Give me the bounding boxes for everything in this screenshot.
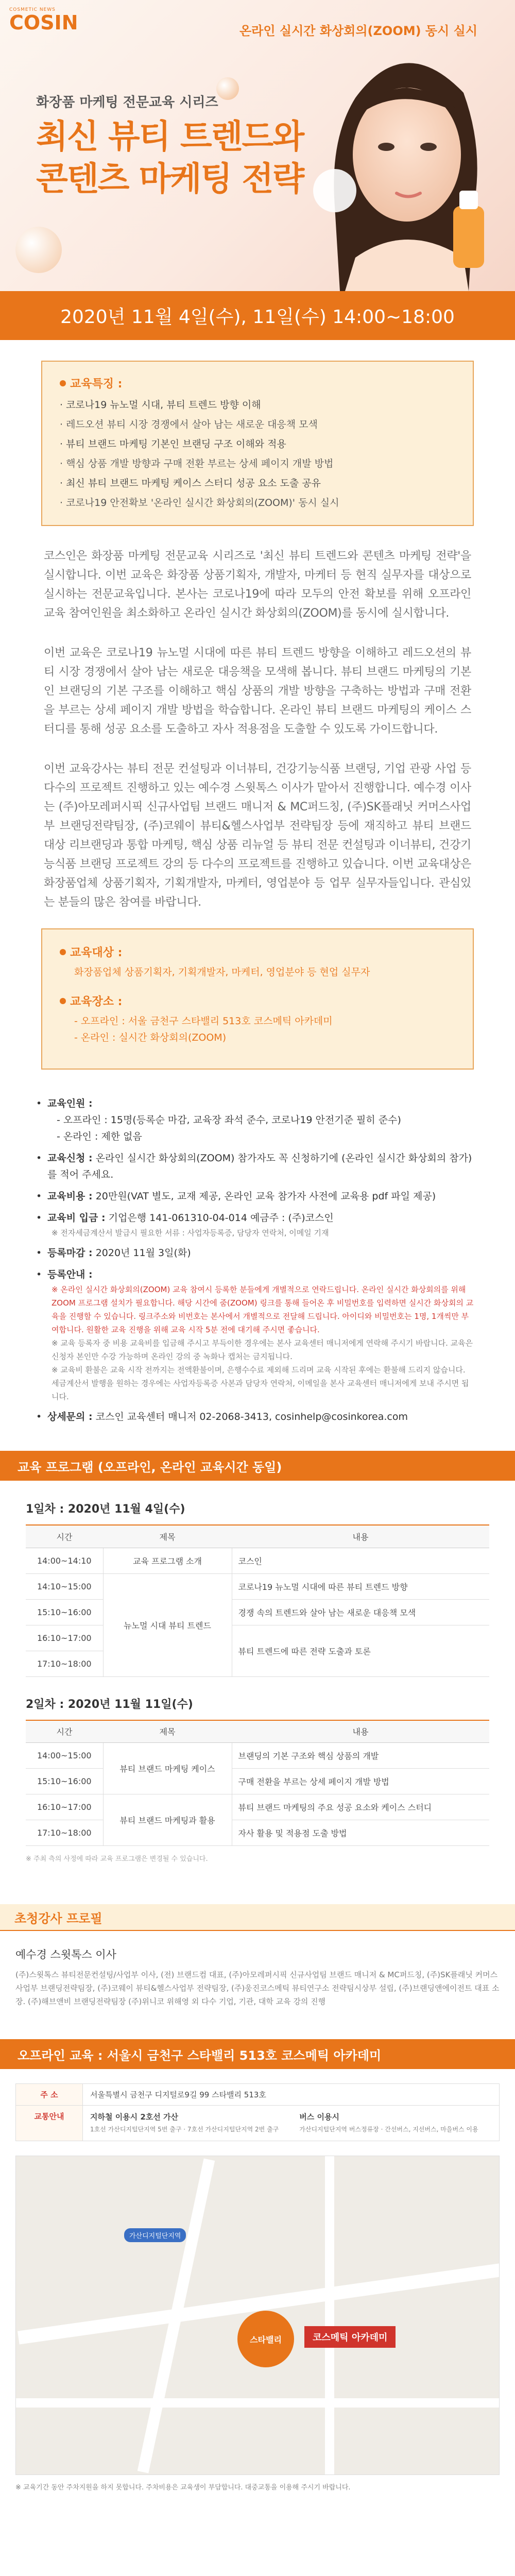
- time-cell: 16:10~17:00: [26, 1794, 103, 1820]
- participants-label: 교육인원 :: [47, 1098, 93, 1109]
- map-star-label: 스타밸리: [250, 2334, 282, 2345]
- content-cell: 자사 활용 및 적용점 도출 방법: [232, 1820, 489, 1846]
- topic-cell: 교육 프로그램 소개: [103, 1548, 232, 1573]
- time-cell: 16:10~17:00: [26, 1625, 103, 1651]
- day1-heading: 1일차 : 2020년 11월 4일(수): [26, 1503, 185, 1516]
- content-cell: 뷰티 브랜드 마케팅의 주요 성공 요소와 케이스 스터디: [232, 1794, 489, 1820]
- time-cell: 15:10~16:00: [26, 1769, 103, 1794]
- location-section: [0, 2039, 515, 2514]
- footer-spacer: [0, 2514, 515, 2545]
- content-cell: 코로나19 뉴노멀 시대에 따른 뷰티 트렌드 방향: [232, 1573, 489, 1599]
- venue-heading-label: 교육장소 :: [70, 995, 123, 1008]
- target-heading-label: 교육대상 :: [70, 946, 123, 959]
- instructor-heading: 초청강사 프로필: [0, 1904, 515, 1931]
- map-pin-star-valley: [237, 2311, 294, 2367]
- bus-info: [299, 2111, 478, 2136]
- bullet-icon: •: [36, 1411, 42, 1422]
- col-topic: 제목: [103, 1720, 232, 1743]
- decor-orb: [15, 227, 62, 273]
- features-box: [41, 361, 474, 526]
- decor-orb: [216, 77, 239, 100]
- content-cell: 브랜딩의 기본 구조와 핵심 상품의 개발: [232, 1743, 489, 1769]
- instructor-name: 예수경 스윗톡스 이사: [15, 1948, 116, 1961]
- bullet-icon: •: [36, 1212, 42, 1224]
- table-header-row: [26, 1720, 489, 1743]
- schedule-note: ※ 주최 측의 사정에 따라 교육 프로그램은 변경될 수 있습니다.: [26, 1855, 208, 1863]
- table-row: [26, 1625, 489, 1651]
- method-text: 온라인 실시간 화상회의(ZOOM) 참가자도 꼭 신청하기에 (온라인 실시간 화상회의 참가)를 적어 주세요.: [47, 1153, 472, 1180]
- venue-section: [60, 993, 455, 1046]
- time-cell: 14:10~15:00: [26, 1573, 103, 1599]
- table-row: [26, 1599, 489, 1625]
- time-cell: 15:10~16:00: [26, 1599, 103, 1625]
- venue-online: - 온라인 : 실시간 화상회의(ZOOM): [74, 1032, 227, 1043]
- table-header-row: [26, 1525, 489, 1548]
- location-heading: 오프라인 교육 : 서울시 금천구 스타밸리 513호 코스메틱 아카데미: [0, 2039, 515, 2069]
- info-list: [0, 1070, 515, 1425]
- transit-columns: [90, 2111, 492, 2136]
- intro-paragraph: 이번 교육은 코로나19 뉴노멀 시대에 따른 뷰티 트렌드 방향을 이해하고 레드오션의 뷰티 시장 경쟁에서 살아 남는 새로운 대응책을 모색해 봅니다. 뷰티 브랜드 마케팅의 기본인 브랜딩의 기본 구조를 이해하고 핵심 상품의 개발 방향을 구축하는 방법과 구매 전환을 부르는 상세 페이지 개발 방법을 학습합니다. 온라인 뷰티 브랜드 마케팅의 케이스 스터디를 통해 성공 요소를 도출하고 자사 적용점을 도출할 수 있도록 가이드합니다.: [44, 647, 471, 736]
- intro-paragraph: 이번 교육강사는 뷰티 전문 컨설팅과 이너뷰티, 건강기능식품 브랜딩, 기업 관광 사업 등 다수의 프로젝트 진행하고 있는 예수경 스윗톡스 이사가 맡아서 진행합니다. 예수경 이사는 (주)아모레퍼시픽 신규사업팀 브랜드 매니저 & MC퍼드칭, (주)SK플래닛 커머스사업부 브랜딩전략팀장, (주)코웨이 뷰티&헬스사업부 전략팀장 등에 재직하고 뷰티 브랜드 대상 리브랜딩과 통합 마케팅, 핵심 상품 리뉴얼 등 뷰티 전문 컨설팅과 이너뷰티, 건강기능식품 브랜딩 프로젝트 강의 등 다수의 프로젝트를 진행하고 있습니다. 이번 교육대상은 화장품업체 상품기획자, 기획개발자, 마케터, 영업분야 등 업무 실무자들입니다. 관심있는 분들의 많은 참여를 바랍니다.: [44, 762, 471, 909]
- location-table: [15, 2083, 500, 2141]
- location-map[interactable]: [15, 2156, 500, 2475]
- map-road: [325, 2156, 334, 2475]
- time-cell: 14:00~15:00: [26, 1743, 103, 1769]
- participants-row: [36, 1095, 474, 1112]
- notice-row: [36, 1266, 474, 1283]
- col-time: 시간: [26, 1720, 103, 1743]
- deadline-label: 등록마감 :: [47, 1247, 93, 1259]
- cosin-logo[interactable]: [9, 7, 78, 34]
- feature-item: · 최신 뷰티 브랜드 마케팅 케이스 스터디 성공 요소 도출 공유: [60, 478, 321, 489]
- account-label: 교육비 입금 :: [47, 1212, 106, 1224]
- fee-row: [36, 1188, 474, 1205]
- bullet-dot-icon: [60, 998, 66, 1004]
- table-row: [26, 1743, 489, 1769]
- logo-tag: COSMETIC NEWS: [9, 7, 56, 12]
- time-cell: 17:10~18:00: [26, 1820, 103, 1846]
- hero-subtitle: 화장품 마케팅 전문교육 시리즈: [36, 95, 218, 110]
- day2-heading: 2일차 : 2020년 11월 11일(수): [26, 1698, 193, 1711]
- instructor-section: [0, 1904, 515, 2019]
- col-topic: 제목: [103, 1525, 232, 1548]
- method-row: [36, 1150, 474, 1183]
- features-heading-label: 교육특징 :: [70, 378, 123, 391]
- intro-text: [0, 547, 515, 912]
- bullet-icon: •: [36, 1247, 42, 1259]
- account-note: ※ 전자세금계산서 발급시 필요한 서류 : 사업자등록증, 담당자 연락처, 이메일 기재: [52, 1228, 329, 1238]
- fee-text: 20만원(VAT 별도, 교재 제공, 온라인 교육 참가자 사전에 교육용 pdf 파일 제공): [95, 1191, 436, 1202]
- location-body: [0, 2069, 515, 2514]
- contact-label: 상세문의 :: [47, 1411, 93, 1422]
- bullet-icon: •: [36, 1098, 42, 1109]
- feature-item: · 코로나19 뉴노멀 시대, 뷰티 트렌드 방향 이해: [60, 399, 261, 411]
- notice-refund: ※ 교육비 환불은 교육 시작 전까지는 전액환불이며, 은행수수료 제외해 드리며 교육 시작된 후에는 환불해 드리지 않습니다. 세금계산서 발행을 원하는 경우에는 사업자등록증 사본과 담당자 연락처, 이메일을 본사 교육센터 매니저에게 보내 주시면 됩니다.: [52, 1365, 469, 1401]
- transit-row: [16, 2106, 500, 2141]
- time-cell: 14:00~14:10: [26, 1548, 103, 1573]
- bullet-icon: •: [36, 1269, 42, 1280]
- map-road: [16, 2398, 500, 2408]
- content-cell: 코스인: [232, 1548, 489, 1573]
- deadline-row: [36, 1245, 474, 1261]
- contact-row: [36, 1409, 474, 1425]
- bullet-icon: •: [36, 1191, 42, 1202]
- content-cell: 구매 전환을 부르는 상세 페이지 개발 방법: [232, 1769, 489, 1794]
- hero-banner: [0, 0, 515, 291]
- topic-cell: 뷰티 브랜드 마케팅 케이스: [103, 1743, 232, 1794]
- hero-title-line1: 최신 뷰티 트렌드와: [36, 118, 304, 156]
- notice-zoom: ※ 온라인 실시간 화상회의(ZOOM) 교육 참여시 등록한 분들에게 개별적으로 연락드립니다. 온라인 실시간 화상회의를 위해 ZOOM 프로그램 설치가 필요합니다. 해당 시간에 줌(ZOOM) 링크를 통해 들어온 후 비밀번호를 입력하면 실시간 화상회의 교육을 진행할 수 있습니다. 링크주소와 비번호는 본사에서 개별적으로 전달해 드립니다. 아이디와 비밀번호는 1명, 1개씩만 부여합니다. 원활한 교육 진행을 위해 교육 시작 5분 전에 대기해 주시면 좋습니다.: [52, 1285, 474, 1334]
- participants-offline: - 오프라인 : 15명(등록순 마감, 교육장 좌석 준수, 코로나19 안전기준 필히 준수): [57, 1114, 401, 1126]
- col-content: 내용: [232, 1720, 489, 1743]
- hero-title: [36, 116, 303, 200]
- target-item: 화장품업체 상품기획자, 기획개발자, 마케터, 영업분야 등 현업 실무자: [74, 967, 370, 978]
- schedule-heading: 교육 프로그램 (오프라인, 온라인 교육시간 동일): [0, 1451, 515, 1481]
- address-text: 서울특별시 금천구 디지털로9길 99 스타밸리 513호: [83, 2084, 500, 2106]
- map-academy-label: 코스메틱 아카데미: [304, 2326, 396, 2348]
- bullet-dot-icon: [60, 380, 66, 386]
- transit-label: 교통안내: [16, 2106, 83, 2141]
- contact-text[interactable]: 코스인 교육센터 매니저 02-2068-3413, cosinhelp@cosinkorea.com: [95, 1411, 408, 1422]
- feature-item: · 핵심 상품 개발 방향과 구매 전환 부르는 상세 페이지 개발 방법: [60, 458, 334, 469]
- venue-heading: [60, 993, 455, 1009]
- target-heading: [60, 944, 455, 960]
- table-row: [26, 1573, 489, 1599]
- hero-title-line2: 콘텐츠 마케팅 전략: [36, 160, 304, 198]
- deadline-text: 2020년 11월 3일(화): [95, 1247, 191, 1259]
- content-cell: 경쟁 속의 트렌드와 살아 남는 새로운 대응책 모색: [232, 1599, 489, 1625]
- bus-title: 버스 이용시: [299, 2112, 339, 2122]
- content-cell: 뷰티 트렌드에 따른 전략 도출과 토론: [232, 1625, 489, 1676]
- subway-title: 지하철 이용시 2호선 가산: [90, 2112, 179, 2122]
- subway-detail: 1호선 가산디지털단지역 5번 출구 · 7호선 가산디지털단지역 2번 출구: [90, 2126, 279, 2133]
- instructor-body: [0, 1931, 515, 2019]
- schedule-section: [0, 1451, 515, 1873]
- time-cell: 17:10~18:00: [26, 1651, 103, 1676]
- day1-table: [26, 1524, 489, 1677]
- day2-table: [26, 1720, 489, 1846]
- feature-item: · 뷰티 브랜드 마케팅 기본인 브랜딩 구조 이해와 적용: [60, 438, 286, 450]
- notice-cancel: ※ 교육 등록자 중 비용 교육비를 입금해 주시고 부득이한 경우에는 본사 교육센터 매니저에게 연락해 주시기 바랍니다. 교육은 신청자 본인만 수강 가능하며 온라인 강의 중 녹화나 캡처는 금지됩니다.: [52, 1338, 473, 1361]
- intro-paragraph: 코스인은 화장품 마케팅 전문교육 시리즈로 '최신 뷰티 트렌드와 콘텐츠 마케팅 전략'을 실시합니다. 이번 교육은 화장품 상품기획자, 개발자, 마케터 등 현직 실무자를 대상으로 실시하는 전문교육입니다. 본사는 코로나19에 따라 모두의 안전 확보를 위해 오프라인 교육 참여인원을 최소화하고 온라인 실시간 화상회의(ZOOM)를 동시에 실시합니다.: [44, 550, 471, 620]
- subway-info: [90, 2111, 279, 2136]
- account-row: [36, 1210, 474, 1226]
- features-section: [0, 340, 515, 526]
- transit-info: [83, 2106, 500, 2141]
- feature-item: · 코로나19 안전확보 '온라인 실시간 화상회의(ZOOM)' 동시 실시: [60, 497, 339, 509]
- schedule-body: [0, 1481, 515, 1873]
- method-label: 교육신청 :: [47, 1153, 93, 1164]
- event-date-bar: 2020년 11월 4일(수), 11일(수) 14:00~18:00: [0, 291, 515, 340]
- topic-cell: 뉴노멀 시대 뷰티 트렌드: [103, 1573, 232, 1676]
- table-row: [26, 1820, 489, 1846]
- table-row: [26, 1769, 489, 1794]
- bus-detail: 가산디지털단지역 버스정류장 · 간선버스, 지선버스, 마을버스 이용: [299, 2126, 478, 2133]
- notice-label: 등록안내 :: [47, 1269, 93, 1280]
- feature-item: · 레드오션 뷰티 시장 경쟁에서 살아 남는 새로운 대응책 모색: [60, 419, 318, 430]
- target-section: [60, 944, 455, 980]
- target-location-box: [41, 928, 474, 1070]
- bullet-icon: •: [36, 1153, 42, 1164]
- model-portrait-image: [294, 36, 515, 291]
- address-label: 주 소: [16, 2084, 83, 2106]
- topic-cell: 뷰티 브랜드 마케팅과 활용: [103, 1794, 232, 1846]
- venue-offline: - 오프라인 : 서울 금천구 스타밸리 513호 코스메틱 아카데미: [74, 1015, 333, 1027]
- instructor-bio: (주)스윗톡스 뷰티전문컨설팅/사업부 이사, (전) 브랜드컴 대표, (주)아모레퍼시픽 신규사업팀 브랜드 매니저 & MC퍼드칭, (주)SK플래닛 커머스사업부 브랜딩전략팀장, (주)코웨이 뷰티&헬스사업부 전략팀장, (주)웅진코스메틱 뷰티연구소 전략팀시상부 설립, (주)브랜딩앤에이전트 대표 소장. (주)해브앤비 브랜딩전략팀장 (주)위니코 위해영 외 다수 기업, 기관, 대학 교육 강의 진행: [15, 1970, 500, 2006]
- table-row: [26, 1548, 489, 1573]
- participants-online: - 온라인 : 제한 없음: [57, 1131, 142, 1142]
- bullet-dot-icon: [60, 949, 66, 955]
- address-row: [16, 2084, 500, 2106]
- account-text: 기업은행 141-061310-04-014 예금주 : (주)코스인: [108, 1212, 334, 1224]
- map-note: ※ 교육기간 동안 주차지원을 하지 못합니다. 주차비용은 교육생이 부담합니다. 대중교통을 이용해 주시기 바랍니다.: [15, 2484, 351, 2492]
- table-row: [26, 1794, 489, 1820]
- map-station-label: 가산디지털단지역: [124, 2228, 186, 2242]
- col-content: 내용: [232, 1525, 489, 1548]
- features-list: [60, 395, 455, 513]
- fee-label: 교육비용 :: [47, 1191, 93, 1202]
- features-heading: [60, 375, 455, 391]
- logo-word: COSIN: [9, 11, 78, 34]
- col-time: 시간: [26, 1525, 103, 1548]
- hero-topline: 온라인 실시간 화상회의(ZOOM) 동시 실시: [239, 24, 478, 38]
